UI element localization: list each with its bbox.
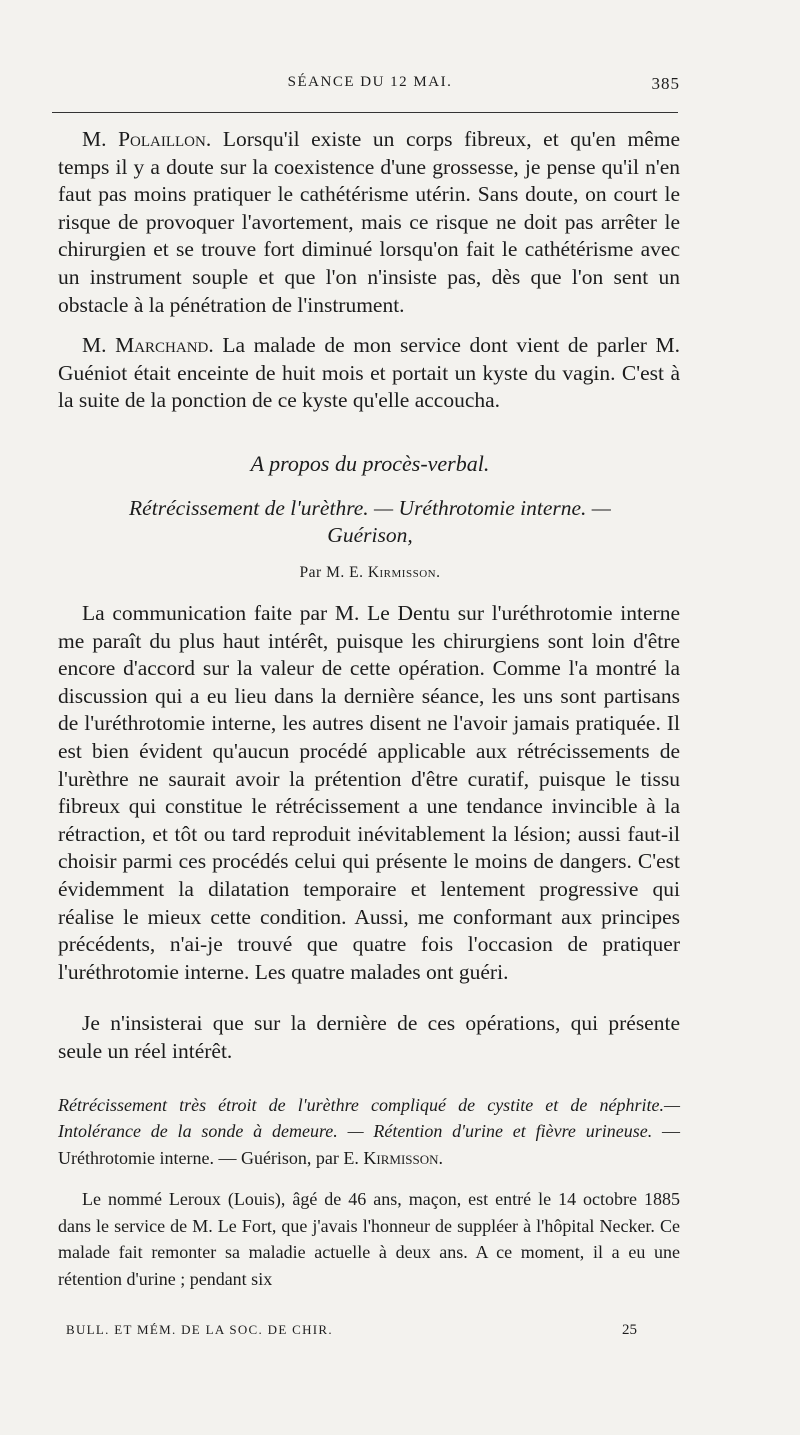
case-paragraph-text: Le nommé Leroux (Louis), âgé de 46 ans, maçon, est entré le 14 octobre 1885 dans le service de M. Le Fort, que j'avais l'honneur de suppléer à l'hôpital Necker. Ce malade fait remonter sa maladie actuelle à deux ans. A ce moment, il a eu une rétention d'urine ; pendant six xyxy=(58,1189,680,1289)
header-rule xyxy=(52,112,678,113)
byline-prefix: Par M. E. xyxy=(299,564,364,581)
main-paragraph-1 xyxy=(58,600,680,986)
running-head-title: SÉANCE DU 12 MAI. xyxy=(287,74,453,90)
running-head xyxy=(58,74,682,96)
case-title-author: Kirmisson. xyxy=(358,1147,444,1168)
case-title xyxy=(58,1092,680,1171)
footer-journal: BULL. ET MÉM. DE LA SOC. DE CHIR. xyxy=(66,1322,333,1337)
footer-signature-number: 25 xyxy=(622,1322,637,1338)
byline-author: Kirmisson. xyxy=(367,564,441,581)
case-title-italic: Rétrécissement très étroit de l'urèthre compliqué de cystite et de néphrite.— Intolérance de la sonde à demeure. — Rétention d'urine et fièvre urineuse. xyxy=(58,1095,680,1142)
article-title-line1: Rétrécissement de l'urèthre. — Uréthrotomie interne. — xyxy=(129,496,611,520)
paragraph-polaillon-text: Lorsqu'il existe un corps fibreux, et qu'en même temps il y a doute sur la coexistence d'une grossesse, je pense qu'il n'en faut pas moins pratiquer le cathétérisme utérin. Sans doute, on court le risque de provoquer l'avortement, mais ce risque ne doit pas arrêter le chirurgien et se trouve fort diminué lorsqu'on fait le cathétérisme avec un instrument souple et que l'on n'insiste pas, dès que l'on sent un obstacle à la pénétration de l'instrument. xyxy=(58,127,681,317)
speaker-marchand: M. Marchand. xyxy=(82,333,214,357)
byline xyxy=(58,564,682,582)
article-title-line2: Guérison, xyxy=(327,523,413,547)
paragraph-polaillon xyxy=(58,126,680,319)
footer xyxy=(58,1322,680,1342)
paragraph-marchand-text: La malade de mon service dont vient de parler M. Guéniot était enceinte de huit mois et portait un kyste du vagin. C'est à la suite de la ponction de ce kyste qu'elle accoucha. xyxy=(58,333,681,413)
section-heading: A propos du procès-verbal. xyxy=(250,451,490,476)
paragraph-marchand xyxy=(58,332,680,415)
main-paragraph-1-text: La communication faite par M. Le Dentu sur l'uréthrotomie interne me paraît du plus haut intérêt, puisque les chirurgiens sont loin d'être encore d'accord sur la valeur de cette opération. Comme l'a montré la discussion qui a eu lieu dans la dernière séance, les uns sont partisans de l'uréthrotomie interne, les autres disent ne l'avoir jamais pratiquée. Il est bien évident qu'aucun procédé applicable aux rétrécissements de l'urèthre ne saurait avoir la prétention d'être curatif, puisque le tissu fibreux qui constitue le rétrécissement a une tendance invincible à la rétraction, et tôt ou tard reproduit inévitablement la lésion; aussi faut-il choisir parmi ces procédés celui qui présente le moins de dangers. C'est évidemment la dilatation temporaire et lentement progressive qui réalise le mieux cette condition. Aussi, me conformant aux principes précédents, n'ai-je trouvé que quatre fois l'occasion de pratiquer l'uréthrotomie interne. Les quatre malades ont guéri. xyxy=(58,601,680,984)
case-paragraph xyxy=(58,1186,680,1292)
main-paragraph-2-text: Je n'insisterai que sur la dernière de ces opérations, qui présente seule un réel intérêt. xyxy=(58,1011,680,1063)
page-number: 385 xyxy=(651,74,680,93)
main-paragraph-2 xyxy=(58,1010,680,1065)
case-title-roman: — Uréthrotomie interne. — Guérison, par E. xyxy=(58,1121,681,1168)
speaker-polaillon: M. Polaillon. xyxy=(82,127,212,151)
